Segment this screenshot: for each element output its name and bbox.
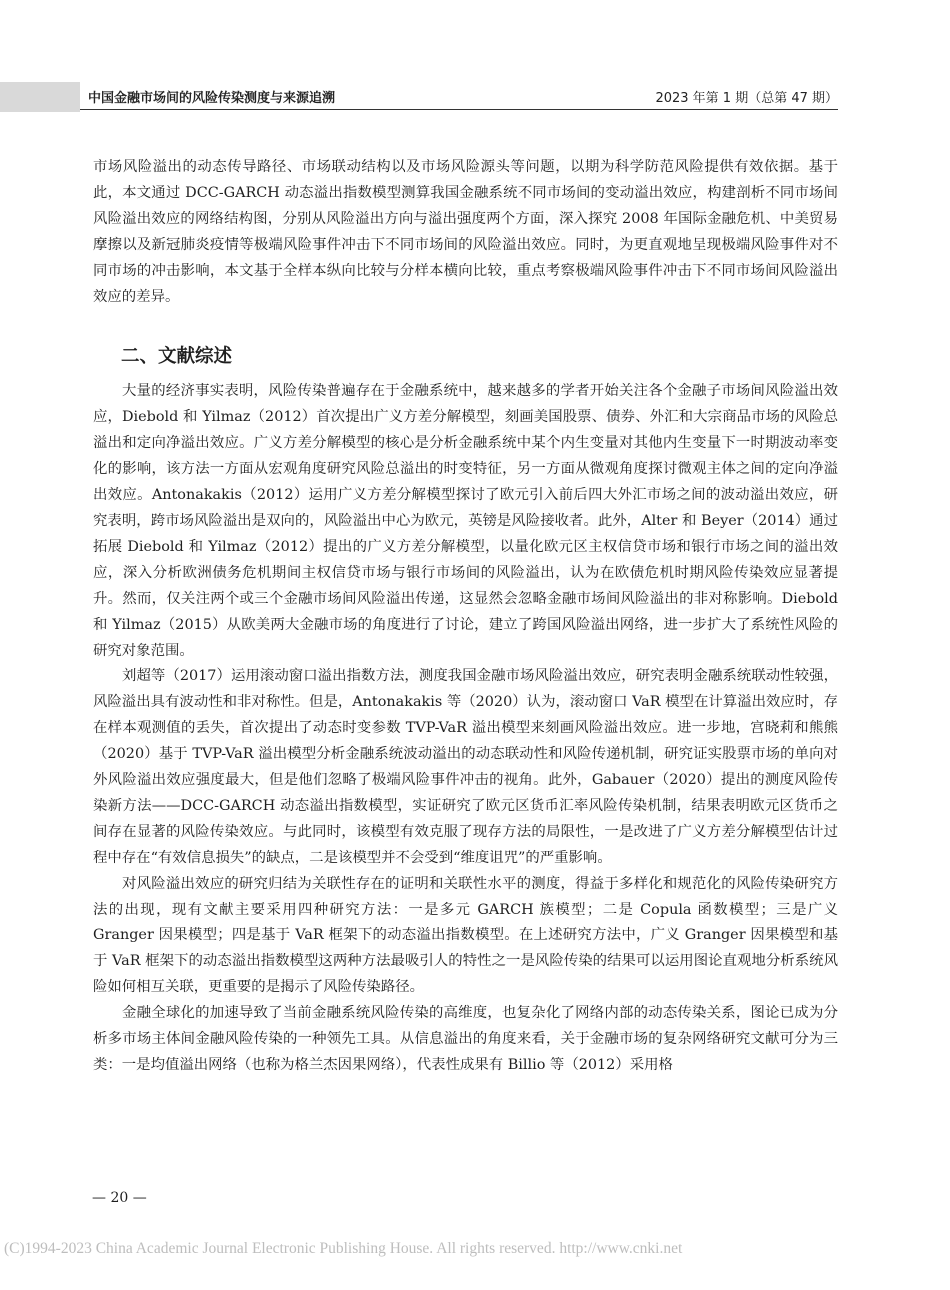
body-paragraph: 大量的经济事实表明，风险传染普遍存在于金融系统中，越来越多的学者开始关注各个金融子市场间风险溢出效应，Diebold 和 Yilmaz（2012）首次提出广义方差分解模型，刻画美国股票、债券、外汇和大宗商品市场的风险总溢出和定向净溢出效应。广义方差分解模型的核心是分析金融系统中某个内生变量对其他内生变量下一时期波动率变化的影响，该方法一方面从宏观角度研究风险总溢出的时变特征，另一方面从微观角度探讨微观主体之间的定向净溢出效应。Antonakakis（2012）运用广义方差分解模型探讨了欧元引入前后四大外汇市场之间的波动溢出效应，研究表明，跨市场风险溢出是双向的，风险溢出中心为欧元，英镑是风险接收者。此外，Alter 和 Beyer（2014）通过拓展 Diebold 和 Yilmaz（2012）提出的广义方差分解模型，以量化欧元区主权信贷市场和银行市场之间的溢出效应，深入分析欧洲债务危机期间主权信贷市场与银行市场间的风险溢出，认为在欧债危机时期风险传染效应显著提升。然而，仅关注两个或三个金融市场间风险溢出传递，这显然会忽略金融市场间风险溢出的非对称影响。Diebold 和 Yilmaz（2015）从欧美两大金融市场的角度进行了讨论，建立了跨国风险溢出网络，进一步扩大了系统性风险的研究对象范围。 (93, 383, 838, 659)
intro-paragraph: 市场风险溢出的动态传导路径、市场联动结构以及市场风险源头等问题，以期为科学防范风险提供有效依据。基于此，本文通过 DCC-GARCH 动态溢出指数模型测算我国金融系统不同市场间的变动溢出效应，构建剖析不同市场间风险溢出效应的网络结构图，分别从风险溢出方向与溢出强度两个方面，深入探究 2008 年国际金融危机、中美贸易摩擦以及新冠肺炎疫情等极端风险事件冲击下不同市场间的风险溢出效应。同时，为更直观地呈现极端风险事件对不同市场的冲击影响，本文基于全样本纵向比较与分样本横向比较，重点考察极端风险事件冲击下不同市场间风险溢出效应的差异。 (93, 159, 838, 305)
running-header-title: 中国金融市场间的风险传染测度与来源追溯 (88, 91, 336, 106)
running-header-issue: 2023 年第 1 期（总第 47 期） (655, 91, 838, 106)
header-bar (0, 82, 80, 112)
section-heading: 二、文献综述 (121, 346, 233, 368)
body-paragraph: 金融全球化的加速导致了当前金融系统风险传染的高维度，也复杂化了网络内部的动态传染关系，图论已成为分析多市场主体间金融风险传染的一种领先工具。从信息溢出的角度来看，关于金融市场的复杂网络研究文献可分为三类：一是均值溢出网络（也称为格兰杰因果网络），代表性成果有 Billio 等（2012）采用格 (93, 1005, 838, 1073)
body-paragraph: 对风险溢出效应的研究归结为关联性存在的证明和关联性水平的测度，得益于多样化和规范化的风险传染研究方法的出现，现有文献主要采用四种研究方法：一是多元 GARCH 族模型；二是 Copula 函数模型；三是广义 Granger 因果模型；四是基于 VaR 框架下的动态溢出指数模型。在上述研究方法中，广义 Granger 因果模型和基于 VaR 框架下的动态溢出指数模型这两种方法最吸引人的特性之一是风险传染的结果可以运用图论直观地分析系统风险如何相互关联，更重要的是揭示了风险传染路径。 (93, 875, 838, 996)
body-paragraph: 刘超等（2017）运用滚动窗口溢出指数方法，测度我国金融市场风险溢出效应，研究表明金融系统联动性较强，风险溢出具有波动性和非对称性。但是，Antonakakis 等（2020）认为，滚动窗口 VaR 模型在计算溢出效应时，存在样本观测值的丢失，首次提出了动态时变参数 TVP-VaR 溢出模型来刻画风险溢出效应。进一步地，宫晓莉和熊熊（2020）基于 TVP-VaR 溢出模型分析金融系统波动溢出的动态联动性和风险传递机制，研究证实股票市场的单向对外风险溢出效应强度最大，但是他们忽略了极端风险事件冲击的视角。此外，Gabauer（2020）提出的测度风险传染新方法——DCC-GARCH 动态溢出指数模型，实证研究了欧元区货币汇率风险传染机制，结果表明欧元区货币之间存在显著的风险传染效应。与此同时，该模型有效克服了现存方法的局限性，一是改进了广义方差分解模型估计过程中存在“有效信息损失”的缺点，二是该模型并不会受到“维度诅咒”的严重影响。 (93, 668, 838, 866)
header-divider (80, 109, 838, 110)
page-body (93, 155, 838, 1079)
copyright-watermark: (C)1994-2023 China Academic Journal Electronic Publishing House. All rights reserved. http://www.cnki.net (4, 1240, 683, 1257)
page-number: — 20 — (92, 1190, 147, 1206)
